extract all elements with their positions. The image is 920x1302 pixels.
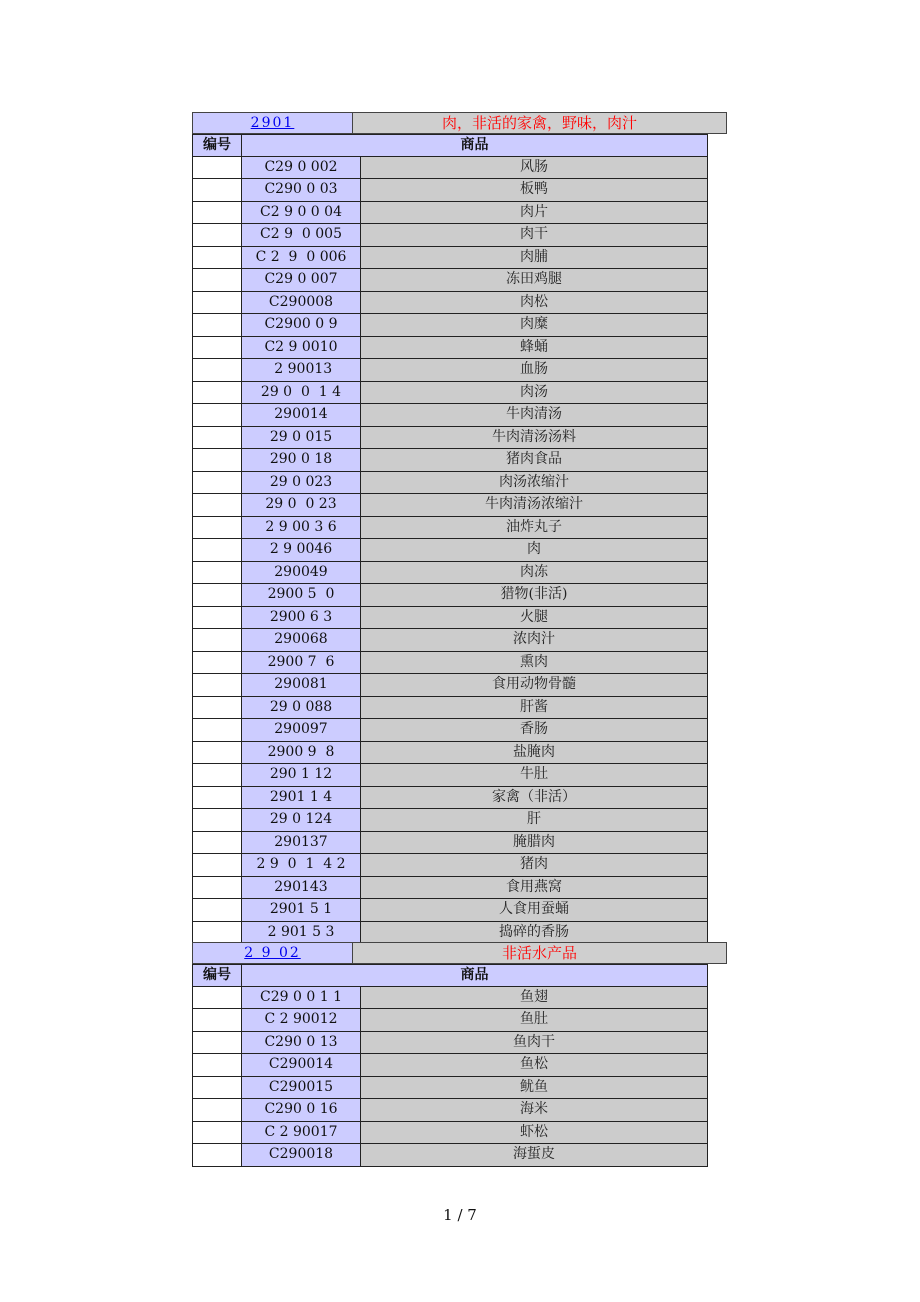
table-row <box>192 539 727 562</box>
id-cell <box>192 562 242 585</box>
code-cell: 290049 <box>242 562 361 585</box>
section-2901 <box>192 112 727 944</box>
id-cell <box>192 247 242 270</box>
code-cell: 29 0 015 <box>242 427 361 450</box>
section-code-link[interactable]: 2 9 02 <box>244 945 301 961</box>
id-cell <box>192 764 242 787</box>
code-cell: C29 0 007 <box>242 269 361 292</box>
goods-cell: 肉 <box>361 539 708 562</box>
goods-cell: 油炸丸子 <box>361 517 708 540</box>
goods-cell: 家禽（非活） <box>361 787 708 810</box>
goods-cell: 鱼松 <box>361 1054 708 1077</box>
goods-cell: 鱿鱼 <box>361 1077 708 1100</box>
table-row <box>192 1054 727 1077</box>
goods-cell: 牛肉清汤汤料 <box>361 427 708 450</box>
id-cell <box>192 1122 242 1145</box>
code-cell: C290 0 03 <box>242 179 361 202</box>
code-cell: C290018 <box>242 1144 361 1167</box>
code-cell: C29 0 002 <box>242 157 361 180</box>
code-cell: 290097 <box>242 719 361 742</box>
table-row <box>192 449 727 472</box>
column-header-id: 编号 <box>192 964 242 987</box>
table-row <box>192 854 727 877</box>
table-row <box>192 1144 727 1167</box>
table-row <box>192 674 727 697</box>
table-row <box>192 224 727 247</box>
id-cell <box>192 359 242 382</box>
id-cell <box>192 314 242 337</box>
goods-cell: 牛肚 <box>361 764 708 787</box>
page-number: 1 / 7 <box>443 1206 477 1224</box>
table-row <box>192 337 727 360</box>
table-row <box>192 179 727 202</box>
table-row <box>192 877 727 900</box>
id-cell <box>192 877 242 900</box>
id-cell <box>192 854 242 877</box>
code-cell: 29 0 0 1 4 <box>242 382 361 405</box>
code-cell: 290 1 12 <box>242 764 361 787</box>
goods-cell: 肉脯 <box>361 247 708 270</box>
goods-cell: 肉松 <box>361 292 708 315</box>
code-cell: C290 0 13 <box>242 1032 361 1055</box>
section-code-cell <box>192 942 353 964</box>
code-cell: C 2 90017 <box>242 1122 361 1145</box>
column-header-goods: 商品 <box>242 134 708 157</box>
section-code-cell <box>192 112 353 134</box>
id-cell <box>192 584 242 607</box>
section-title: 非活水产品 <box>353 942 727 964</box>
goods-cell: 鱼肚 <box>361 1009 708 1032</box>
id-cell <box>192 652 242 675</box>
table-row <box>192 562 727 585</box>
code-cell: C290 0 16 <box>242 1099 361 1122</box>
id-cell <box>192 832 242 855</box>
id-cell <box>192 157 242 180</box>
table-row <box>192 987 727 1010</box>
table-row <box>192 809 727 832</box>
id-cell <box>192 899 242 922</box>
id-cell <box>192 922 242 945</box>
code-cell: 290137 <box>242 832 361 855</box>
table-row <box>192 269 727 292</box>
goods-cell: 蜂蛹 <box>361 337 708 360</box>
table-row <box>192 1009 727 1032</box>
goods-cell: 鱼肉干 <box>361 1032 708 1055</box>
code-cell: 290068 <box>242 629 361 652</box>
code-cell: 29 0 0 23 <box>242 494 361 517</box>
id-cell <box>192 1009 242 1032</box>
code-cell: C290008 <box>242 292 361 315</box>
goods-cell: 牛肉清汤浓缩汁 <box>361 494 708 517</box>
goods-cell: 盐腌肉 <box>361 742 708 765</box>
table-row <box>192 494 727 517</box>
goods-cell: 浓肉汁 <box>361 629 708 652</box>
code-cell: C2900 0 9 <box>242 314 361 337</box>
goods-cell: 腌腊肉 <box>361 832 708 855</box>
id-cell <box>192 719 242 742</box>
table-row <box>192 787 727 810</box>
table-row <box>192 292 727 315</box>
id-cell <box>192 269 242 292</box>
id-cell <box>192 404 242 427</box>
table-row <box>192 1032 727 1055</box>
code-cell: 290143 <box>242 877 361 900</box>
code-cell: 29 0 023 <box>242 472 361 495</box>
code-cell: C 2 90012 <box>242 1009 361 1032</box>
code-cell: 2 9 0046 <box>242 539 361 562</box>
table-row <box>192 404 727 427</box>
id-cell <box>192 292 242 315</box>
goods-cell: 肉片 <box>361 202 708 225</box>
goods-cell: 肉冻 <box>361 562 708 585</box>
id-cell <box>192 674 242 697</box>
code-cell: 2 9 0 1 4 2 <box>242 854 361 877</box>
table-row <box>192 517 727 540</box>
code-cell: 2900 7 6 <box>242 652 361 675</box>
goods-cell: 海米 <box>361 1099 708 1122</box>
code-cell: 29 0 124 <box>242 809 361 832</box>
goods-cell: 风肠 <box>361 157 708 180</box>
id-cell <box>192 494 242 517</box>
id-cell <box>192 1144 242 1167</box>
table-row <box>192 1122 727 1145</box>
code-cell: C29 0 0 1 1 <box>242 987 361 1010</box>
table-row <box>192 764 727 787</box>
id-cell <box>192 1054 242 1077</box>
column-header-goods: 商品 <box>242 964 708 987</box>
code-cell: 2901 5 1 <box>242 899 361 922</box>
column-header-row <box>192 964 727 987</box>
code-cell: C2 9 0010 <box>242 337 361 360</box>
id-cell <box>192 517 242 540</box>
id-cell <box>192 987 242 1010</box>
table-row <box>192 247 727 270</box>
code-cell: C 2 9 0 006 <box>242 247 361 270</box>
table-row <box>192 719 727 742</box>
code-cell: 2 901 5 3 <box>242 922 361 945</box>
id-cell <box>192 337 242 360</box>
table-row <box>192 202 727 225</box>
code-cell: 290014 <box>242 404 361 427</box>
id-cell <box>192 1032 242 1055</box>
table-row <box>192 899 727 922</box>
code-cell: 2900 5 0 <box>242 584 361 607</box>
id-cell <box>192 472 242 495</box>
goods-cell: 人食用蚕蛹 <box>361 899 708 922</box>
section-code-link[interactable]: 2901 <box>250 115 295 131</box>
code-cell: 2 9 00 3 6 <box>242 517 361 540</box>
table-row <box>192 427 727 450</box>
goods-cell: 肉糜 <box>361 314 708 337</box>
table-row <box>192 652 727 675</box>
code-cell: C2 9 0 005 <box>242 224 361 247</box>
id-cell <box>192 607 242 630</box>
id-cell <box>192 697 242 720</box>
goods-cell: 血肠 <box>361 359 708 382</box>
table-row <box>192 359 727 382</box>
column-header-row <box>192 134 727 157</box>
code-cell: 2901 1 4 <box>242 787 361 810</box>
section-title: 肉，非活的家禽，野味，肉汁 <box>353 112 727 134</box>
code-cell: 290081 <box>242 674 361 697</box>
table-row <box>192 832 727 855</box>
goods-cell: 肉汤 <box>361 382 708 405</box>
goods-cell: 猎物(非活) <box>361 584 708 607</box>
goods-cell: 海蜇皮 <box>361 1144 708 1167</box>
table-row <box>192 629 727 652</box>
goods-cell: 火腿 <box>361 607 708 630</box>
table-row <box>192 157 727 180</box>
table-row <box>192 697 727 720</box>
id-cell <box>192 202 242 225</box>
id-cell <box>192 427 242 450</box>
goods-cell: 食用动物骨髓 <box>361 674 708 697</box>
section-header <box>192 942 727 964</box>
goods-cell: 食用燕窝 <box>361 877 708 900</box>
section-2902 <box>192 942 727 1167</box>
column-header-id: 编号 <box>192 134 242 157</box>
section-header <box>192 112 727 134</box>
code-cell: 2 90013 <box>242 359 361 382</box>
table-row <box>192 607 727 630</box>
goods-cell: 虾松 <box>361 1122 708 1145</box>
id-cell <box>192 382 242 405</box>
code-cell: C290014 <box>242 1054 361 1077</box>
table-row <box>192 382 727 405</box>
table-row <box>192 584 727 607</box>
code-cell: C2 9 0 0 04 <box>242 202 361 225</box>
goods-cell: 猪肉 <box>361 854 708 877</box>
id-cell <box>192 539 242 562</box>
code-cell: 2900 6 3 <box>242 607 361 630</box>
id-cell <box>192 1077 242 1100</box>
table-row <box>192 472 727 495</box>
id-cell <box>192 1099 242 1122</box>
goods-cell: 肝 <box>361 809 708 832</box>
id-cell <box>192 629 242 652</box>
id-cell <box>192 224 242 247</box>
code-cell: 290 0 18 <box>242 449 361 472</box>
table-row <box>192 1099 727 1122</box>
table-row <box>192 922 727 945</box>
goods-cell: 鱼翅 <box>361 987 708 1010</box>
table-row <box>192 314 727 337</box>
goods-cell: 板鸭 <box>361 179 708 202</box>
goods-cell: 冻田鸡腿 <box>361 269 708 292</box>
code-cell: 2900 9 8 <box>242 742 361 765</box>
table-row <box>192 742 727 765</box>
goods-cell: 肉干 <box>361 224 708 247</box>
goods-cell: 猪肉食品 <box>361 449 708 472</box>
code-cell: 29 0 088 <box>242 697 361 720</box>
goods-cell: 肝酱 <box>361 697 708 720</box>
code-cell: C290015 <box>242 1077 361 1100</box>
table-row <box>192 1077 727 1100</box>
goods-cell: 香肠 <box>361 719 708 742</box>
goods-cell: 牛肉清汤 <box>361 404 708 427</box>
id-cell <box>192 742 242 765</box>
goods-cell: 熏肉 <box>361 652 708 675</box>
id-cell <box>192 787 242 810</box>
goods-cell: 肉汤浓缩汁 <box>361 472 708 495</box>
id-cell <box>192 179 242 202</box>
goods-cell: 捣碎的香肠 <box>361 922 708 945</box>
id-cell <box>192 809 242 832</box>
id-cell <box>192 449 242 472</box>
